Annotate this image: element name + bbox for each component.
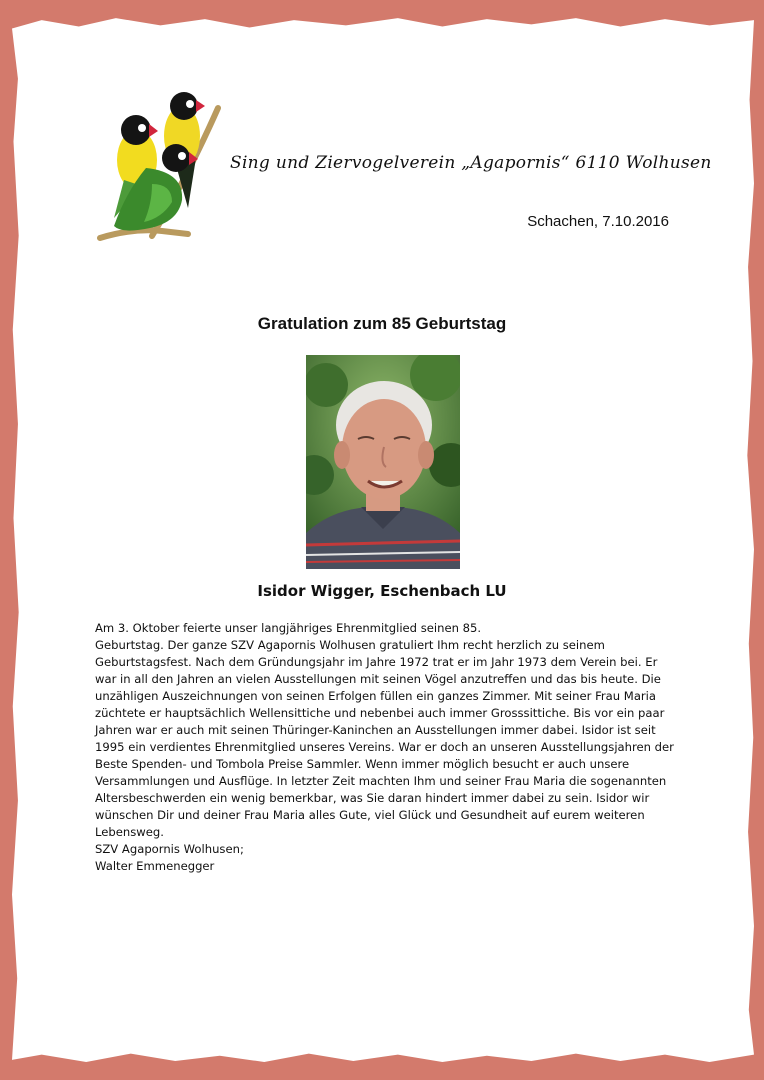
club-name: Sing und Ziervogelverein „Agapornis“ 6110 Wolhusen	[230, 153, 712, 173]
paragraph: Am 3. Oktober feierte unser langjähriges Ehrenmitglied seinen 85.	[95, 621, 482, 635]
portrait-photo	[306, 355, 460, 569]
paragraph: Geburtstag. Der ganze SZV Agapornis Wolhusen gratuliert Ihm recht herzlich zu seinem Geburtstagsfest. Nach dem Gründungsjahr im Jahre 1972 trat er im Jahr 1973 dem Verein bei. Er war in all den Jahren an vielen Ausstellungen mit seinen Vögel anzutreffen und das bis heute. Die unzähligen Auszeichnungen von seinen Erfolgen füllen ein ganzes Zimmer. Mit seiner Frau Maria züchtete er hauptsächlich Wellensittiche und nebenbei auch immer Grosssittiche. Bis vor ein paar Jahren war er auch mit seinen Thüringer-Kaninchen an Ausstellungen immer dabei. Isidor ist seit 1995 ein verdientes Ehrenmitglied unseres Vereins. War er doch an unseren Ausstellungsjahren der Beste Spenden- und Tombola Preise Sammler. Wenn immer möglich besucht er auch unsere Versammlungen und Ausflüge. In letzter Zeit machten Ihm und seiner Frau Maria die sogenannten Altersbeschwerden ein wenig bemerkbar, was Sie daran hindert immer dabei zu sein. Isidor wir wünschen Dir und deiner Frau Maria alles Gute, viel Glück und Gesundheit auf eurem weiteren Lebensweg.	[95, 638, 674, 839]
article-body	[95, 620, 675, 875]
photo-caption: Isidor Wigger, Eschenbach LU	[257, 582, 507, 600]
signature-club: SZV Agapornis Wolhusen;	[95, 842, 244, 856]
page-title: Gratulation zum 85 Geburtstag	[257, 314, 507, 333]
lovebirds-logo	[92, 88, 224, 248]
signature-name: Walter Emmenegger	[95, 859, 215, 873]
date-line: Schachen, 7.10.2016	[527, 213, 669, 230]
